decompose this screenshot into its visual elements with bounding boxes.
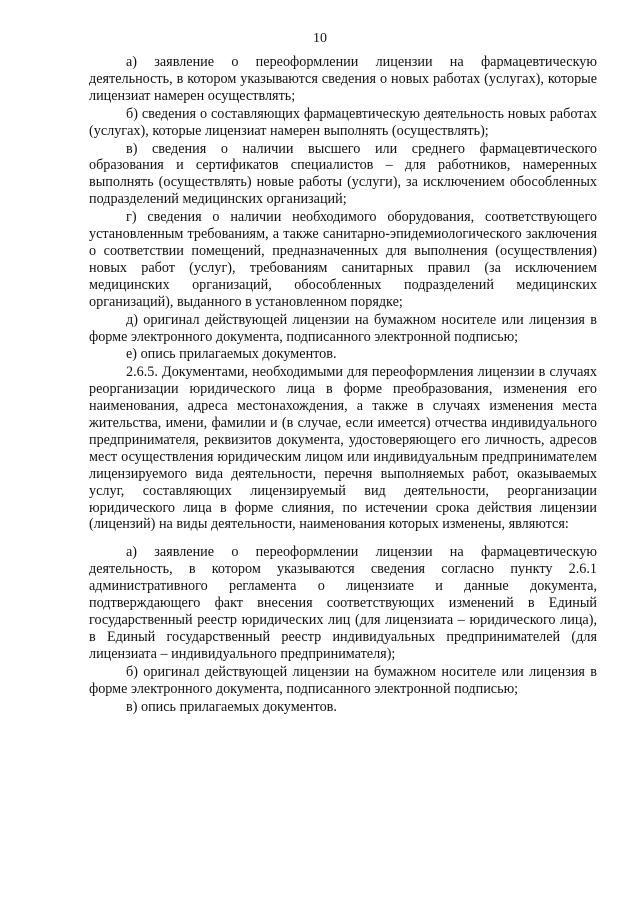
paragraph-e-inventory: е) опись прилагаемых документов. xyxy=(126,346,337,363)
page-number: 10 xyxy=(313,31,327,46)
paragraph-b-works-info: б) сведения о составляющих фармацевтическую деятельность новых работах (услугах), которые лицензиат намерен выполнять (осуществлять); xyxy=(89,105,597,139)
section-2-6-5-paragraph: 2.6.5. Документами, необходимыми для переоформления лицензии в случаях реорганизации юридического лица в форме преобразования, изменения его наименования, адреса местонахождения, а также в случаях изменения места жительства, имени, фамилии и (в случае, если имеется) отчества индивидуального предпринимателя, реквизитов документа, удостоверяющего его личность, адресов мест осуществления юридическим лицом или индивидуальным предпринимателем лицензируемого вида деятельности, перечня выполняемых работ, оказываемых услуг, составляющих лицензируемый вид деятельности, реорганизации юридического лица в форме слияния, по истечении срока действия лицензии (лицензий) на виды деятельности, наименования которых изменены, являются: xyxy=(89,364,597,533)
paragraph-v-education-info: в) сведения о наличии высшего или среднего фармацевтического образования и сертификатов специалистов – для работников, намеренных выполнять (осуществлять) новые работы (услуги), за исключением обособленных подразделений медицинских организаций; xyxy=(89,140,597,208)
paragraph-a-application: а) заявление о переоформлении лицензии на фармацевтическую деятельность, в котором указываются сведения о новых работах (услугах), которые лицензиат намерен осуществлять; xyxy=(89,54,597,104)
document-body xyxy=(89,54,597,715)
paragraph-g-equipment-info: г) сведения о наличии необходимого оборудования, соответствующего установленным требованиям, а также санитарно-эпидемиологического заключения о соответствии помещений, предназначенных для выполнения (осуществления) новых работ (услуг), требованиям санитарных правил (за исключением медицинских организаций, обособленных подразделений медицинских организаций), выданного в установленном порядке; xyxy=(89,209,597,310)
paragraph-a-reissue-application: а) заявление о переоформлении лицензии на фармацевтическую деятельность, в котором указываются сведения согласно пункту 2.6.1 административного регламента о лицензиате и данные документа, подтверждающего факт внесения соответствующих изменений в Единый государственный реестр юридических лиц (для лицензиата – юридического лица), в Единый государственный реестр индивидуальных предпринимателей (для лицензиата – индивидуального предпринимателя); xyxy=(89,544,597,662)
paragraph-b-license-original: б) оригинал действующей лицензии на бумажном носителе или лицензия в форме электронного документа, подписанного электронной подписью; xyxy=(89,663,597,697)
paragraph-d-license-original: д) оригинал действующей лицензии на бумажном носителе или лицензия в форме электронного документа, подписанного электронной подписью; xyxy=(89,311,597,345)
paragraph-v-inventory: в) опись прилагаемых документов. xyxy=(126,698,337,715)
